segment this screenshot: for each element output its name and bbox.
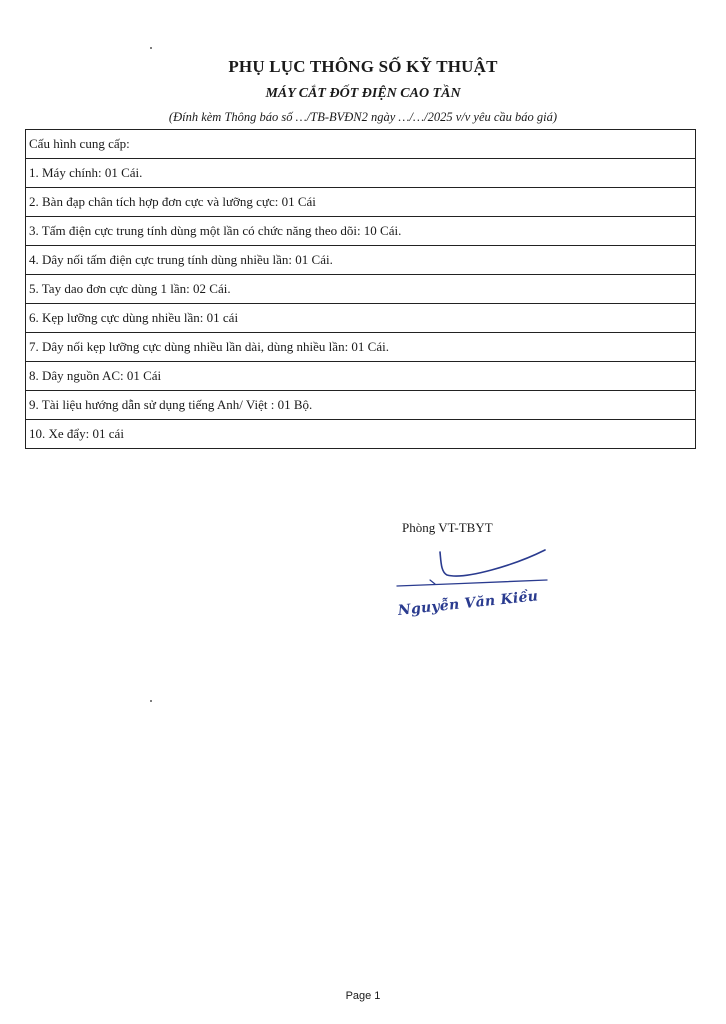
page-number: Page 1 bbox=[345, 990, 381, 1002]
table-cell: 4. Dây nối tấm điện cực trung tính dùng nhiều lần: 01 Cái. bbox=[26, 246, 696, 275]
table-row bbox=[26, 275, 696, 304]
table-row bbox=[26, 246, 696, 275]
table-cell: 10. Xe đẩy: 01 cái bbox=[26, 420, 696, 449]
table-cell: Cấu hình cung cấp: bbox=[26, 130, 696, 159]
table-row bbox=[26, 217, 696, 246]
table-row bbox=[26, 159, 696, 188]
table-row bbox=[26, 304, 696, 333]
table-cell: 3. Tấm điện cực trung tính dùng một lần có chức năng theo dõi: 10 Cái. bbox=[26, 217, 696, 246]
table-cell: 7. Dây nối kẹp lưỡng cực dùng nhiều lần dài, dùng nhiều lần: 01 Cái. bbox=[26, 333, 696, 362]
table-cell: 5. Tay dao đơn cực dùng 1 lần: 02 Cái. bbox=[26, 275, 696, 304]
table-row bbox=[26, 188, 696, 217]
table-cell: 1. Máy chính: 01 Cái. bbox=[26, 159, 696, 188]
table-row bbox=[26, 362, 696, 391]
table-row bbox=[26, 130, 696, 159]
table-cell: 8. Dây nguồn AC: 01 Cái bbox=[26, 362, 696, 391]
table-row bbox=[26, 420, 696, 449]
department-label: Phòng VT-TBYT bbox=[402, 520, 493, 535]
scan-speck bbox=[150, 47, 152, 49]
document-subtitle: MÁY CẮT ĐỐT ĐIỆN CAO TẦN bbox=[265, 86, 461, 101]
table-cell: 6. Kẹp lưỡng cực dùng nhiều lần: 01 cái bbox=[26, 304, 696, 333]
table-cell: 2. Bàn đạp chân tích hợp đơn cực và lưỡng cực: 01 Cái bbox=[26, 188, 696, 217]
signer-name: Nguyễn Văn Kiều bbox=[397, 588, 539, 619]
document-note: (Đính kèm Thông báo số …/TB-BVĐN2 ngày …/…/2025 v/v yêu cầu báo giá) bbox=[168, 110, 558, 124]
table-row bbox=[26, 391, 696, 420]
table-row bbox=[26, 333, 696, 362]
document-title: PHỤ LỤC THÔNG SỐ KỸ THUẬT bbox=[228, 57, 498, 76]
scan-speck bbox=[150, 700, 152, 702]
spec-table bbox=[25, 129, 696, 449]
table-cell: 9. Tài liệu hướng dẫn sử dụng tiếng Anh/ Việt : 01 Bộ. bbox=[26, 391, 696, 420]
